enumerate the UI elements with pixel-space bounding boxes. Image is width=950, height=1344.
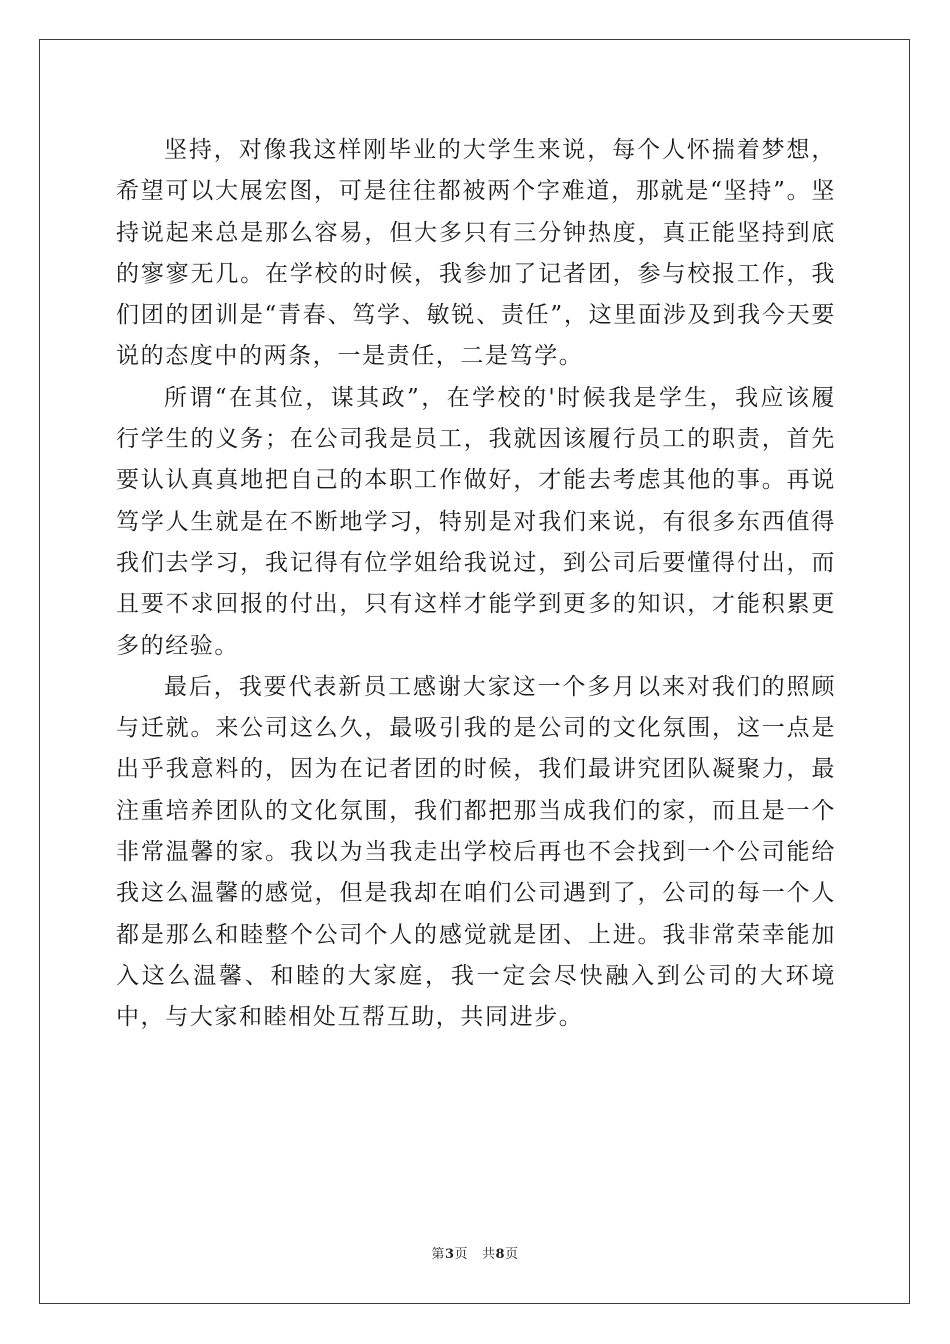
page-number: 第3页 xyxy=(431,1247,468,1262)
page-total: 共8页 xyxy=(482,1247,519,1262)
document-body xyxy=(116,130,836,1039)
paragraph-1: 坚持，对像我这样刚毕业的大学生来说，每个人怀揣着梦想，希望可以大展宏图，可是往往都被两个字难道，那就是“坚持”。坚持说起来总是那么容易，但大多只有三分钟热度，真正能坚持到底的寥寥无几。在学校的时候，我参加了记者团，参与校报工作，我们团的团训是“青春、笃学、敏锐、责任”，这里面涉及到我今天要说的态度中的两条，一是责任，二是笃学。 xyxy=(116,137,836,370)
paragraph-3: 最后，我要代表新员工感谢大家这一个多月以来对我们的照顾与迁就。来公司这么久，最吸引我的是公司的文化氛围，这一点是出乎我意料的，因为在记者团的时候，我们最讲究团队凝聚力，最注重培养团队的文化氛围，我们都把那当成我们的家，而且是一个非常温馨的家。我以为当我走出学校后再也不会找到一个公司能给我这么温馨的感觉，但是我却在咱们公司遇到了，公司的每一个人都是那么和睦整个公司个人的感觉就是团、上进。我非常荣幸能加入这么温馨、和睦的大家庭，我一定会尽快融入到公司的大环境中，与大家和睦相处互帮互助，共同进步。 xyxy=(116,673,836,1031)
paragraph-2: 所谓“在其位，谋其政”，在学校的'时候我是学生，我应该履行学生的义务；在公司我是员工，我就因该履行员工的职责，首先要认认真真地把自己的本职工作做好，才能去考虑其他的事。再说笃学人生就是在不断地学习，特别是对我们来说，有很多东西值得我们去学习，我记得有位学姐给我说过，到公司后要懂得付出，而且要不求回报的付出，只有这样才能学到更多的知识，才能积累更多的经验。 xyxy=(116,384,836,659)
page-footer xyxy=(0,1243,950,1262)
